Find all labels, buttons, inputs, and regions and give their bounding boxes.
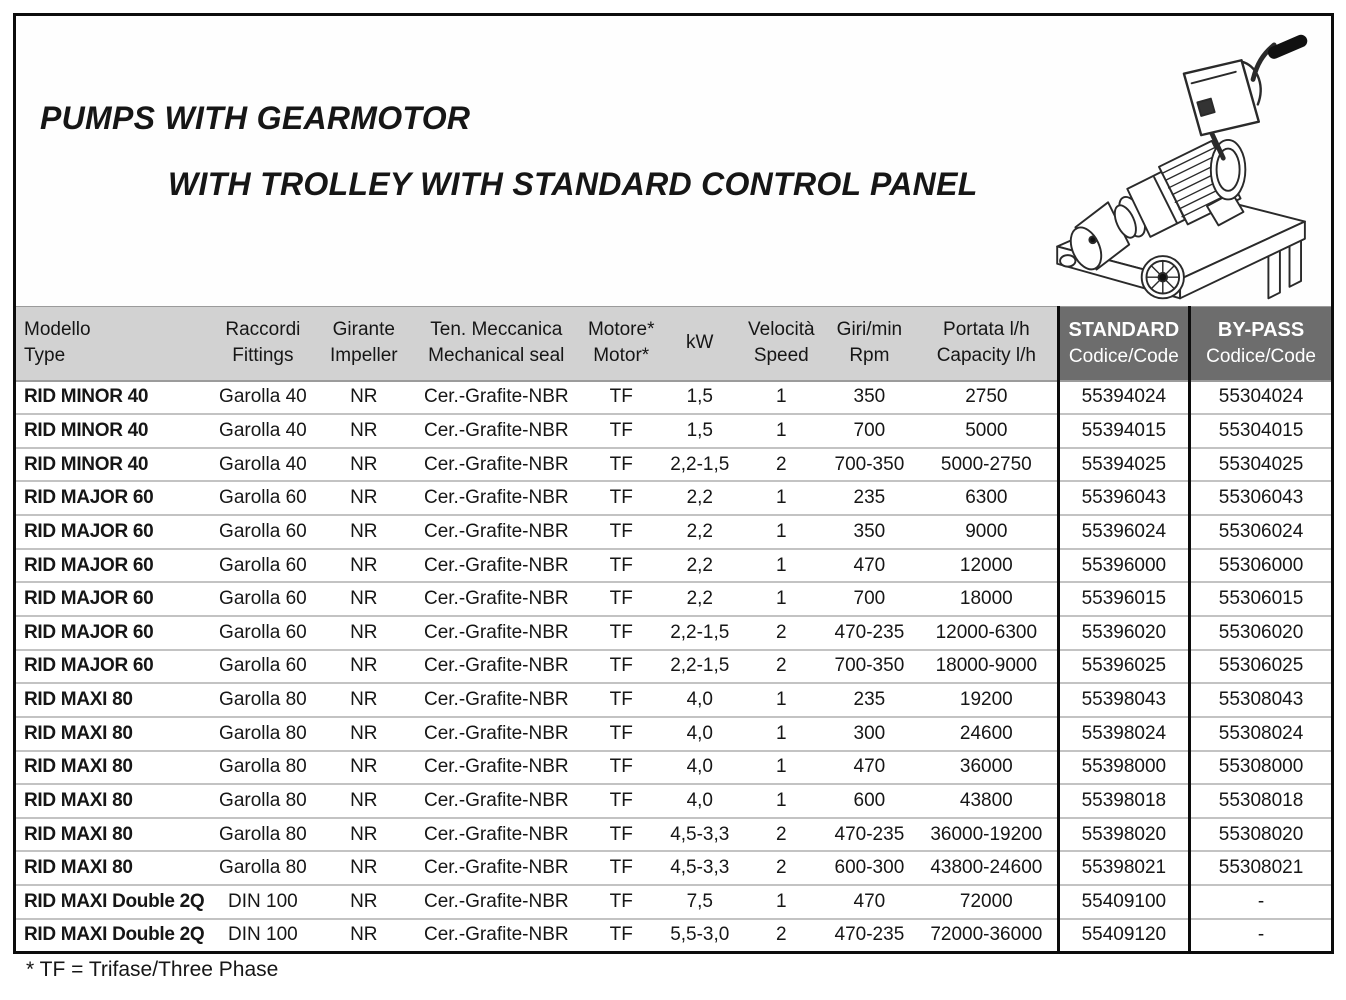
cell-standard-code: 55398020: [1058, 818, 1190, 852]
cell-impeller: NR: [318, 414, 410, 448]
cell-capacity: 36000: [916, 751, 1058, 785]
cell-rpm: 470: [823, 885, 916, 919]
cell-capacity: 5000-2750: [916, 448, 1058, 482]
cell-impeller: NR: [318, 582, 410, 616]
cell-speed: 2: [740, 616, 823, 650]
table-row: [16, 515, 1331, 549]
cell-standard-code: 55398043: [1058, 683, 1190, 717]
cell-kw: 2,2-1,5: [660, 616, 740, 650]
cell-bypass-code: 55308043: [1190, 683, 1331, 717]
cell-motor: TF: [583, 919, 660, 951]
cell-mechanical-seal: Cer.-Grafite-NBR: [410, 414, 583, 448]
cell-rpm: 235: [823, 683, 916, 717]
cell-model: RID MINOR 40: [16, 381, 208, 415]
cell-rpm: 300: [823, 717, 916, 751]
cell-impeller: NR: [318, 784, 410, 818]
cell-capacity: 72000-36000: [916, 919, 1058, 951]
cell-fittings: Garolla 60: [208, 481, 318, 515]
header-line1: Motore*: [587, 318, 655, 340]
specs-table: [16, 306, 1331, 951]
cell-speed: 1: [740, 784, 823, 818]
cell-mechanical-seal: Cer.-Grafite-NBR: [410, 515, 583, 549]
cell-bypass-code: 55304024: [1190, 381, 1331, 415]
cell-standard-code: 55396025: [1058, 650, 1190, 684]
cell-motor: TF: [583, 751, 660, 785]
footnote: * TF = Trifase/Three Phase: [26, 958, 279, 981]
cell-bypass-code: 55304015: [1190, 414, 1331, 448]
cell-fittings: Garolla 80: [208, 717, 318, 751]
cell-standard-code: 55398000: [1058, 751, 1190, 785]
cell-capacity: 12000: [916, 549, 1058, 583]
cell-standard-code: 55396015: [1058, 582, 1190, 616]
cell-capacity: 36000-19200: [916, 818, 1058, 852]
col-header-fittings: [208, 307, 318, 381]
cell-standard-code: 55394025: [1058, 448, 1190, 482]
cell-speed: 1: [740, 515, 823, 549]
table-row: [16, 818, 1331, 852]
cell-model: RID MINOR 40: [16, 414, 208, 448]
cell-impeller: NR: [318, 885, 410, 919]
header-line1: Giri/min: [836, 318, 903, 340]
cell-capacity: 24600: [916, 717, 1058, 751]
cell-kw: 2,2: [660, 582, 740, 616]
cell-model: RID MAJOR 60: [16, 515, 208, 549]
cell-impeller: NR: [318, 683, 410, 717]
cell-kw: 4,0: [660, 751, 740, 785]
cell-motor: TF: [583, 650, 660, 684]
cell-mechanical-seal: Cer.-Grafite-NBR: [410, 784, 583, 818]
cell-motor: TF: [583, 448, 660, 482]
cell-model: RID MINOR 40: [16, 448, 208, 482]
pump-trolley-illustration-icon: [1035, 18, 1329, 306]
cell-rpm: 700-350: [823, 650, 916, 684]
cell-standard-code: 55394024: [1058, 381, 1190, 415]
cell-impeller: NR: [318, 751, 410, 785]
cell-standard-code: 55398024: [1058, 717, 1190, 751]
cell-motor: TF: [583, 717, 660, 751]
table-row: [16, 919, 1331, 951]
cell-fittings: Garolla 40: [208, 381, 318, 415]
col-header-speed: [740, 307, 823, 381]
cell-speed: 1: [740, 751, 823, 785]
cell-bypass-code: 55308018: [1190, 784, 1331, 818]
cell-impeller: NR: [318, 919, 410, 951]
cell-speed: 1: [740, 481, 823, 515]
cell-impeller: NR: [318, 650, 410, 684]
cell-motor: TF: [583, 851, 660, 885]
table-row: [16, 448, 1331, 482]
cell-kw: 4,5-3,3: [660, 818, 740, 852]
cell-standard-code: 55398021: [1058, 851, 1190, 885]
cell-standard-code: 55396020: [1058, 616, 1190, 650]
table-row: [16, 683, 1331, 717]
cell-rpm: 235: [823, 481, 916, 515]
col-header-mechanical-seal: [410, 307, 583, 381]
header-line1: Portata l/h: [943, 318, 1030, 340]
cell-speed: 2: [740, 650, 823, 684]
cell-speed: 1: [740, 381, 823, 415]
cell-capacity: 43800: [916, 784, 1058, 818]
cell-bypass-code: -: [1190, 919, 1331, 951]
cell-bypass-code: 55308000: [1190, 751, 1331, 785]
col-header-impeller: [318, 307, 410, 381]
cell-kw: 4,5-3,3: [660, 851, 740, 885]
cell-kw: 2,2: [660, 481, 740, 515]
cell-capacity: 18000-9000: [916, 650, 1058, 684]
cell-mechanical-seal: Cer.-Grafite-NBR: [410, 448, 583, 482]
cell-impeller: NR: [318, 851, 410, 885]
table-row: [16, 717, 1331, 751]
cell-speed: 1: [740, 717, 823, 751]
header-line2: Motor*: [593, 345, 650, 367]
cell-bypass-code: 55306043: [1190, 481, 1331, 515]
cell-model: RID MAJOR 60: [16, 582, 208, 616]
cell-capacity: 6300: [916, 481, 1058, 515]
table-row: [16, 481, 1331, 515]
header-line2: Type: [24, 345, 66, 367]
cell-fittings: Garolla 80: [208, 851, 318, 885]
cell-impeller: NR: [318, 515, 410, 549]
table-row: [16, 582, 1331, 616]
cell-kw: 4,0: [660, 683, 740, 717]
cell-standard-code: 55394015: [1058, 414, 1190, 448]
table-header: [16, 307, 1331, 381]
cell-rpm: 470-235: [823, 616, 916, 650]
cell-mechanical-seal: Cer.-Grafite-NBR: [410, 650, 583, 684]
cell-capacity: 19200: [916, 683, 1058, 717]
cell-model: RID MAXI Double 2Q: [16, 885, 208, 919]
table-row: [16, 381, 1331, 415]
cell-motor: TF: [583, 549, 660, 583]
cell-mechanical-seal: Cer.-Grafite-NBR: [410, 381, 583, 415]
cell-fittings: Garolla 80: [208, 818, 318, 852]
table-row: [16, 414, 1331, 448]
cell-mechanical-seal: Cer.-Grafite-NBR: [410, 549, 583, 583]
table-row: [16, 650, 1331, 684]
cell-bypass-code: 55308020: [1190, 818, 1331, 852]
cell-mechanical-seal: Cer.-Grafite-NBR: [410, 481, 583, 515]
cell-standard-code: 55409100: [1058, 885, 1190, 919]
cell-capacity: 18000: [916, 582, 1058, 616]
header-line2: Impeller: [330, 345, 398, 367]
col-header-model: [16, 307, 208, 381]
cell-rpm: 700-350: [823, 448, 916, 482]
cell-speed: 1: [740, 683, 823, 717]
cell-bypass-code: 55306024: [1190, 515, 1331, 549]
cell-speed: 1: [740, 582, 823, 616]
cell-standard-code: 55398018: [1058, 784, 1190, 818]
cell-motor: TF: [583, 481, 660, 515]
cell-mechanical-seal: Cer.-Grafite-NBR: [410, 851, 583, 885]
cell-motor: TF: [583, 818, 660, 852]
cell-fittings: Garolla 60: [208, 549, 318, 583]
cell-fittings: DIN 100: [208, 919, 318, 951]
cell-kw: 4,0: [660, 717, 740, 751]
cell-fittings: Garolla 40: [208, 414, 318, 448]
cell-bypass-code: -: [1190, 885, 1331, 919]
cell-rpm: 350: [823, 381, 916, 415]
cell-fittings: DIN 100: [208, 885, 318, 919]
cell-rpm: 700: [823, 582, 916, 616]
cell-mechanical-seal: Cer.-Grafite-NBR: [410, 616, 583, 650]
cell-model: RID MAXI Double 2Q: [16, 919, 208, 951]
cell-model: RID MAXI 80: [16, 683, 208, 717]
cell-kw: 1,5: [660, 381, 740, 415]
cell-kw: 4,0: [660, 784, 740, 818]
cell-capacity: 43800-24600: [916, 851, 1058, 885]
table-row: [16, 885, 1331, 919]
header-line1: Velocità: [748, 318, 815, 340]
col-header-bypass-code: [1190, 307, 1331, 381]
header-line2: Fittings: [232, 345, 294, 367]
cell-bypass-code: 55306015: [1190, 582, 1331, 616]
header-line1: Ten. Meccanica: [430, 318, 563, 340]
cell-model: RID MAJOR 60: [16, 481, 208, 515]
cell-impeller: NR: [318, 448, 410, 482]
cell-fittings: Garolla 80: [208, 751, 318, 785]
cell-motor: TF: [583, 381, 660, 415]
cell-motor: TF: [583, 582, 660, 616]
cell-mechanical-seal: Cer.-Grafite-NBR: [410, 717, 583, 751]
page-subtitle: WITH TROLLEY WITH STANDARD CONTROL PANEL: [168, 166, 978, 202]
header-line1: Raccordi: [225, 318, 301, 340]
header-line2: Rpm: [849, 345, 890, 367]
cell-capacity: 9000: [916, 515, 1058, 549]
cell-kw: 7,5: [660, 885, 740, 919]
cell-kw: 2,2-1,5: [660, 650, 740, 684]
cell-impeller: NR: [318, 481, 410, 515]
cell-model: RID MAXI 80: [16, 751, 208, 785]
cell-speed: 1: [740, 549, 823, 583]
cell-motor: TF: [583, 515, 660, 549]
cell-model: RID MAJOR 60: [16, 549, 208, 583]
header-line1: kW: [686, 331, 714, 353]
cell-motor: TF: [583, 616, 660, 650]
col-header-capacity: [916, 307, 1058, 381]
table-row: [16, 851, 1331, 885]
cell-model: RID MAXI 80: [16, 851, 208, 885]
cell-fittings: Garolla 60: [208, 515, 318, 549]
header-line2: Codice/Code: [1206, 345, 1316, 367]
cell-standard-code: 55396043: [1058, 481, 1190, 515]
cell-capacity: 2750: [916, 381, 1058, 415]
cell-rpm: 700: [823, 414, 916, 448]
cell-impeller: NR: [318, 381, 410, 415]
cell-mechanical-seal: Cer.-Grafite-NBR: [410, 919, 583, 951]
table-row: [16, 751, 1331, 785]
cell-fittings: Garolla 80: [208, 683, 318, 717]
cell-model: RID MAXI 80: [16, 717, 208, 751]
cell-impeller: NR: [318, 549, 410, 583]
cell-capacity: 72000: [916, 885, 1058, 919]
cell-capacity: 5000: [916, 414, 1058, 448]
header-line2: Capacity l/h: [936, 345, 1036, 367]
cell-kw: 1,5: [660, 414, 740, 448]
cell-model: RID MAJOR 60: [16, 616, 208, 650]
cell-speed: 1: [740, 414, 823, 448]
cell-fittings: Garolla 40: [208, 448, 318, 482]
cell-motor: TF: [583, 784, 660, 818]
cell-model: RID MAJOR 60: [16, 650, 208, 684]
header-line2: Codice/Code: [1068, 345, 1179, 367]
cell-bypass-code: 55306020: [1190, 616, 1331, 650]
col-header-standard-code: [1058, 307, 1190, 381]
header-line2: Speed: [753, 345, 809, 367]
cell-motor: TF: [583, 683, 660, 717]
cell-standard-code: 55396000: [1058, 549, 1190, 583]
col-header-rpm: [823, 307, 916, 381]
table-row: [16, 616, 1331, 650]
cell-mechanical-seal: Cer.-Grafite-NBR: [410, 885, 583, 919]
cell-rpm: 470-235: [823, 919, 916, 951]
col-header-motor: [583, 307, 660, 381]
cell-motor: TF: [583, 414, 660, 448]
cell-impeller: NR: [318, 616, 410, 650]
cell-bypass-code: 55308024: [1190, 717, 1331, 751]
cell-standard-code: 55396024: [1058, 515, 1190, 549]
cell-bypass-code: 55306025: [1190, 650, 1331, 684]
cell-bypass-code: 55306000: [1190, 549, 1331, 583]
cell-fittings: Garolla 60: [208, 616, 318, 650]
header-line1: Modello: [24, 318, 91, 340]
cell-bypass-code: 55308021: [1190, 851, 1331, 885]
header-line1: STANDARD: [1068, 318, 1180, 341]
cell-capacity: 12000-6300: [916, 616, 1058, 650]
cell-mechanical-seal: Cer.-Grafite-NBR: [410, 683, 583, 717]
cell-rpm: 350: [823, 515, 916, 549]
header-line2: Mechanical seal: [428, 345, 565, 367]
table-row: [16, 549, 1331, 583]
cell-impeller: NR: [318, 717, 410, 751]
cell-fittings: Garolla 80: [208, 784, 318, 818]
cell-mechanical-seal: Cer.-Grafite-NBR: [410, 582, 583, 616]
cell-rpm: 470: [823, 549, 916, 583]
header-line1: Girante: [332, 318, 395, 340]
cell-rpm: 470-235: [823, 818, 916, 852]
cell-kw: 2,2: [660, 549, 740, 583]
page-title: PUMPS WITH GEARMOTOR: [40, 100, 471, 136]
cell-rpm: 470: [823, 751, 916, 785]
col-header-kw: [660, 307, 740, 381]
cell-model: RID MAXI 80: [16, 818, 208, 852]
cell-speed: 2: [740, 818, 823, 852]
page-frame: [13, 13, 1334, 954]
cell-speed: 1: [740, 885, 823, 919]
cell-motor: TF: [583, 885, 660, 919]
cell-mechanical-seal: Cer.-Grafite-NBR: [410, 818, 583, 852]
header-line1: BY-PASS: [1217, 318, 1305, 341]
cell-kw: 2,2: [660, 515, 740, 549]
cell-speed: 2: [740, 851, 823, 885]
cell-standard-code: 55409120: [1058, 919, 1190, 951]
cell-kw: 2,2-1,5: [660, 448, 740, 482]
cell-fittings: Garolla 60: [208, 650, 318, 684]
cell-speed: 2: [740, 919, 823, 951]
cell-speed: 2: [740, 448, 823, 482]
cell-model: RID MAXI 80: [16, 784, 208, 818]
cell-impeller: NR: [318, 818, 410, 852]
cell-rpm: 600: [823, 784, 916, 818]
cell-fittings: Garolla 60: [208, 582, 318, 616]
table-row: [16, 784, 1331, 818]
cell-kw: 5,5-3,0: [660, 919, 740, 951]
table-body: [16, 381, 1331, 952]
cell-mechanical-seal: Cer.-Grafite-NBR: [410, 751, 583, 785]
cell-bypass-code: 55304025: [1190, 448, 1331, 482]
cell-rpm: 600-300: [823, 851, 916, 885]
